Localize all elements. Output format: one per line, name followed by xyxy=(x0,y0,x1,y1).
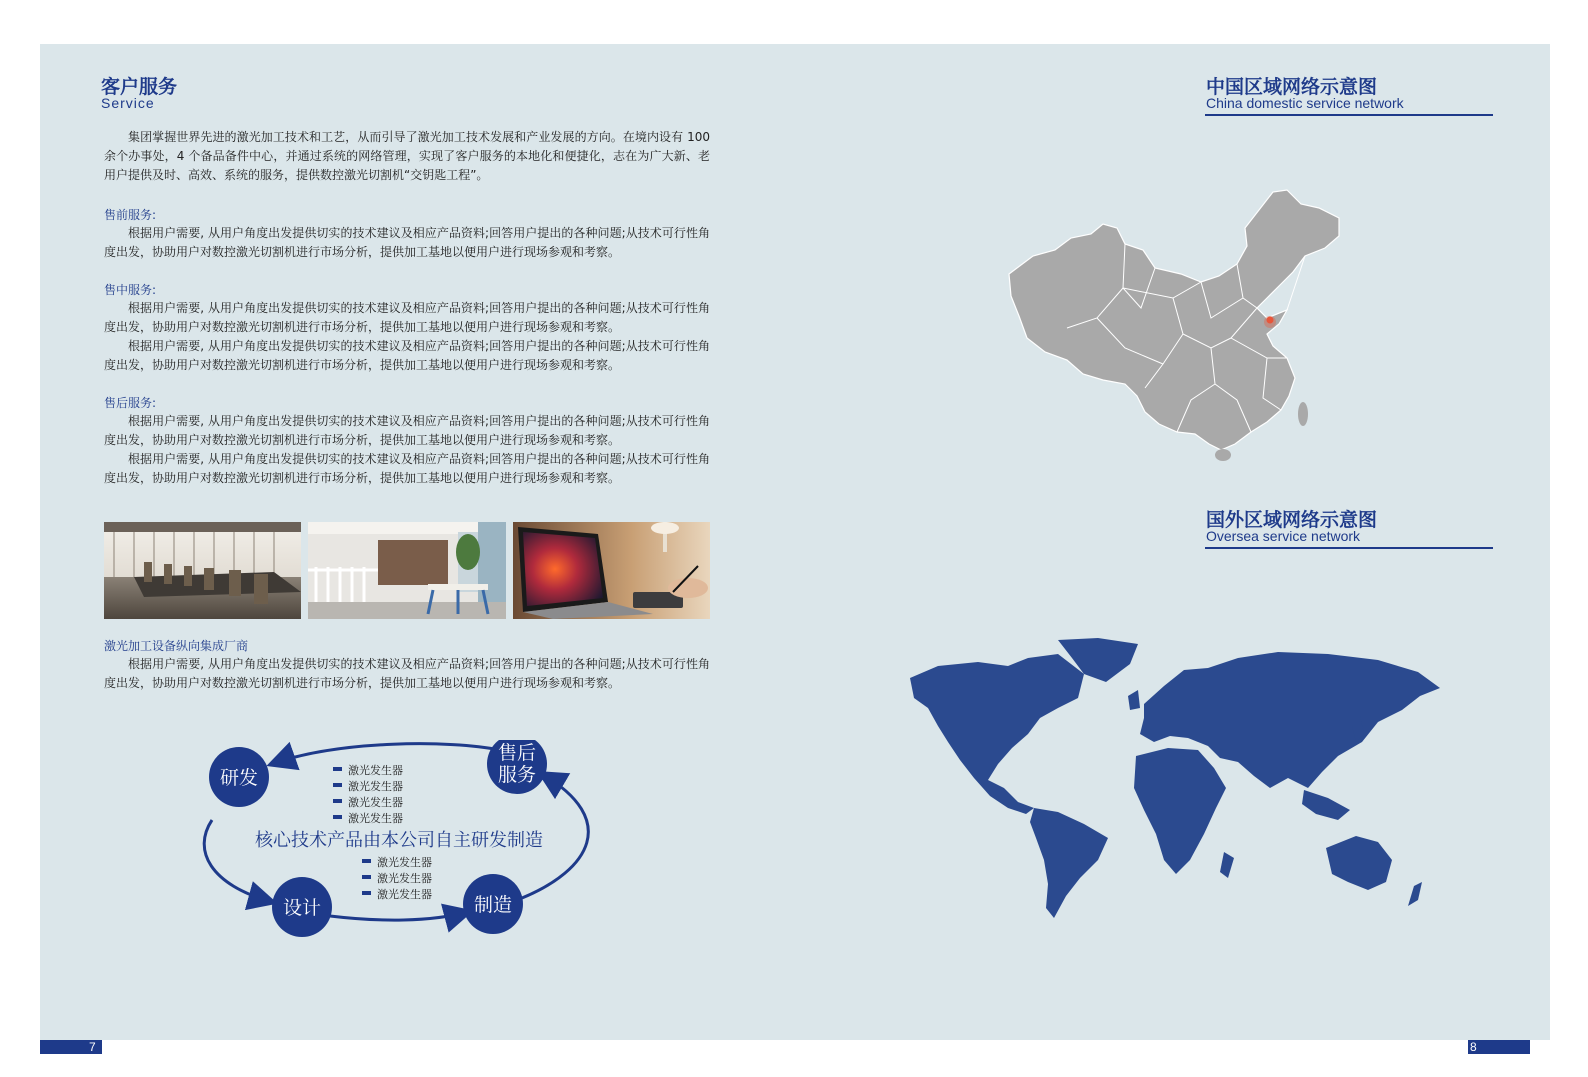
china-title-rule xyxy=(1205,114,1493,116)
pre-sale-body xyxy=(104,224,710,262)
page-number-right xyxy=(1468,1040,1530,1054)
bullet-bottom-2: 激光发生器 xyxy=(377,872,432,885)
node-manufacture xyxy=(463,874,523,934)
uk-shape xyxy=(1128,690,1140,710)
node-after-sale-label-1: 售后 xyxy=(497,742,537,764)
oversea-network-subtitle: Oversea service network xyxy=(1206,528,1361,544)
after-sale-heading: 售后服务: xyxy=(104,396,157,410)
china-map xyxy=(1005,188,1345,466)
intro-text: 集团掌握世界先进的激光加工技术和工艺，从而引导了激光加工技术发展和产业发展的方向。在境内设有 100 余个办事处，4 个备品备件中心，并通过系统的网络管理，实现了客户服务的本地化和便捷化，志在为广大新、老用户提供及时、高效、系统的服务，提供数控激光切割机“交钥匙工程”。 xyxy=(104,130,710,182)
after-sale-text-1: 根据用户需要, 从用户角度出发提供切实的技术建议及相应产品资料;回答用户提出的各种问题;从技术可行性角度出发，协助用户对数控激光切割机进行市场分析，提供加工基地以便用户进行现场参观和考察。 xyxy=(104,414,710,447)
intro-paragraph xyxy=(104,128,710,185)
after-sale-text-2: 根据用户需要, 从用户角度出发提供切实的技术建议及相应产品资料;回答用户提出的各种问题;从技术可行性角度出发，协助用户对数控激光切割机进行市场分析，提供加工基地以便用户进行现场参观和考察。 xyxy=(104,452,710,485)
service-cycle-diagram xyxy=(200,740,610,950)
africa-shape xyxy=(1134,748,1226,874)
integrator-text: 根据用户需要, 从用户角度出发提供切实的技术建议及相应产品资料;回答用户提出的各种问题;从技术可行性角度出发，协助用户对数控激光切割机进行市场分析，提供加工基地以便用户进行现场参观和考察。 xyxy=(104,657,710,690)
page-number-right-text: 8 xyxy=(1470,1040,1477,1054)
in-sale-text-2: 根据用户需要, 从用户角度出发提供切实的技术建议及相应产品资料;回答用户提出的各种问题;从技术可行性角度出发，协助用户对数控激光切割机进行市场分析，提供加工基地以便用户进行现场参观和考察。 xyxy=(104,339,710,372)
node-design-label: 设计 xyxy=(282,897,322,919)
taiwan-shape xyxy=(1298,402,1308,426)
in-sale-heading: 售中服务: xyxy=(104,283,157,297)
integrator-body xyxy=(104,655,710,693)
oversea-title-rule xyxy=(1205,547,1493,549)
in-sale-body xyxy=(104,299,710,375)
integrator-heading: 激光加工设备纵向集成厂商 xyxy=(104,639,249,653)
china-network-title: 中国区域网络示意图 xyxy=(1206,76,1378,98)
bullet-top-2: 激光发生器 xyxy=(348,780,403,793)
pre-sale-text: 根据用户需要, 从用户角度出发提供切实的技术建议及相应产品资料;回答用户提出的各种问题;从技术可行性角度出发，协助用户对数控激光切割机进行市场分析，提供加工基地以便用户进行现场参观和考察。 xyxy=(104,226,710,259)
service-title: 客户服务 xyxy=(101,76,178,98)
node-manufacture-label: 制造 xyxy=(473,894,513,916)
new-zealand-shape xyxy=(1408,882,1422,906)
node-rd-label: 研发 xyxy=(219,767,259,789)
china-network-subtitle: China domestic service network xyxy=(1206,95,1404,111)
north-america-shape xyxy=(910,654,1084,814)
service-subtitle: Service xyxy=(101,95,155,111)
south-america-shape xyxy=(1030,808,1108,918)
bullets-top xyxy=(333,763,403,825)
conference-room-photo xyxy=(104,522,301,619)
arrow-design-to-manufacture xyxy=(330,912,468,920)
indonesia-shape xyxy=(1302,790,1350,820)
in-sale-text-1: 根据用户需要, 从用户角度出发提供切实的技术建议及相应产品资料;回答用户提出的各种问题;从技术可行性角度出发，协助用户对数控激光切割机进行市场分析，提供加工基地以便用户进行现场参观和考察。 xyxy=(104,301,710,334)
arrow-after-to-rd xyxy=(272,744,500,764)
bullets-bottom xyxy=(362,855,432,901)
node-rd xyxy=(209,747,269,807)
page-number-left-text: 7 xyxy=(89,1040,96,1054)
location-marker-icon xyxy=(1264,316,1276,328)
office-interior-photo xyxy=(308,522,506,619)
world-map xyxy=(908,638,1444,923)
china-mainland-shape xyxy=(1009,190,1339,450)
hainan-shape xyxy=(1215,449,1231,461)
node-design xyxy=(272,877,332,937)
after-sale-body xyxy=(104,412,710,488)
core-tech-text: 核心技术产品由本公司自主研发制造 xyxy=(255,830,543,851)
oversea-network-title: 国外区域网络示意图 xyxy=(1206,509,1378,531)
bullet-top-4: 激光发生器 xyxy=(348,812,403,825)
bullet-bottom-1: 激光发生器 xyxy=(377,856,432,869)
australia-shape xyxy=(1326,836,1392,890)
bullet-top-3: 激光发生器 xyxy=(348,796,403,809)
bullet-bottom-3: 激光发生器 xyxy=(377,888,432,901)
pre-sale-heading: 售前服务: xyxy=(104,208,157,222)
madagascar-shape xyxy=(1220,852,1234,878)
node-after-sale xyxy=(487,740,547,794)
page-number-left xyxy=(40,1040,102,1054)
laptop-photo xyxy=(513,522,710,619)
bullet-top-1: 激光发生器 xyxy=(348,764,403,777)
node-after-sale-label-2: 服务 xyxy=(497,764,537,786)
